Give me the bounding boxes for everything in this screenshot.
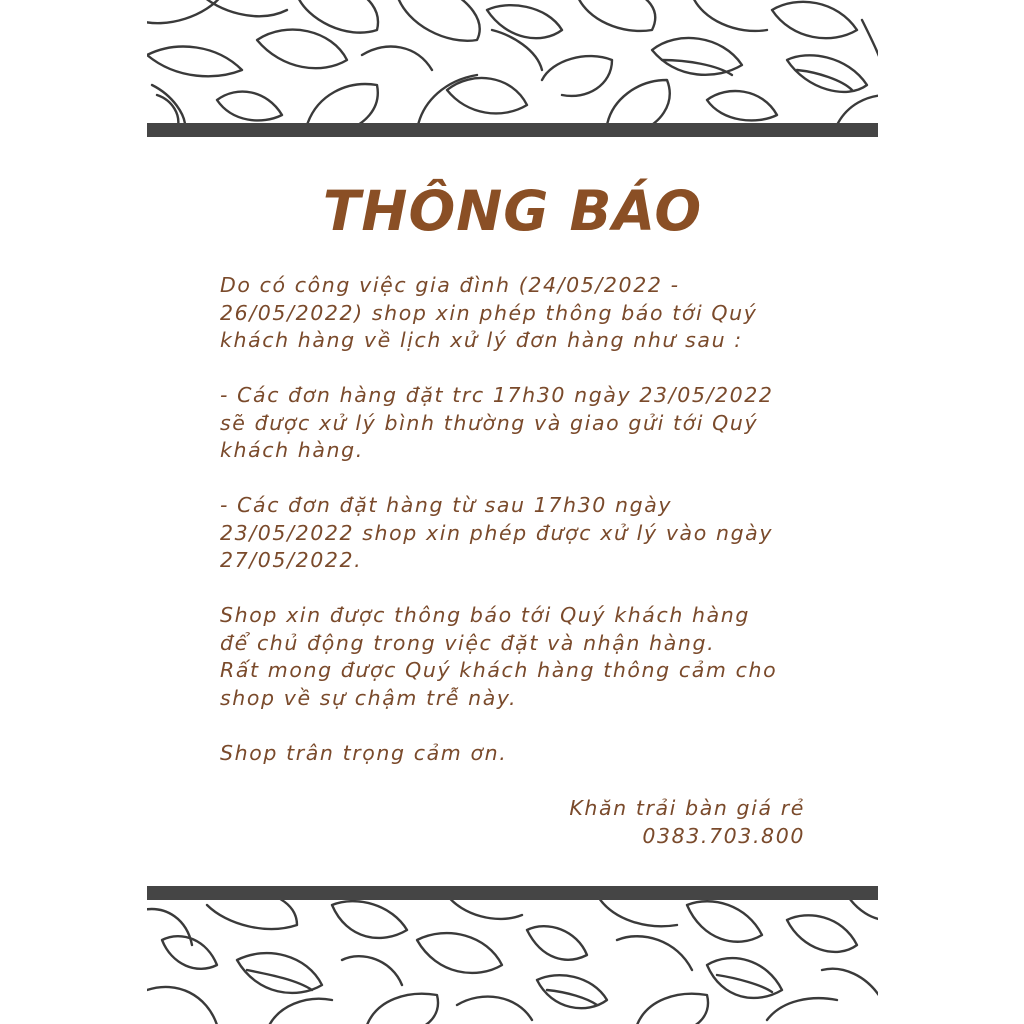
- leaf-pattern-icon: [147, 0, 878, 123]
- text-line: để chủ động trong việc đặt và nhận hàng.: [220, 630, 716, 655]
- text-line: 27/05/2022.: [220, 548, 363, 572]
- text-line: khách hàng.: [220, 438, 364, 462]
- signature: [569, 794, 805, 850]
- bottom-leaf-pattern: [147, 900, 878, 1024]
- text-line: Rất mong được Quý khách hàng thông cảm cho: [220, 658, 778, 682]
- text-line: Shop xin được thông báo tới Quý khách hàng: [220, 603, 751, 627]
- text-line: khách hàng về lịch xử lý đơn hàng như sau :: [220, 328, 743, 352]
- text-line: - Các đơn hàng đặt trc 17h30 ngày 23/05/2022: [220, 383, 774, 407]
- paragraph-intro: [220, 272, 840, 355]
- top-divider-bar: [147, 123, 878, 137]
- paragraph-before-cutoff: [220, 382, 840, 465]
- text-line: Shop trân trọng cảm ơn.: [220, 740, 508, 765]
- bottom-divider-bar: [147, 886, 878, 900]
- text-line: shop về sự chậm trễ này.: [220, 685, 518, 710]
- shop-phone: 0383.703.800: [642, 824, 805, 848]
- leaf-pattern-icon: [147, 900, 878, 1024]
- paragraph-thanks: [220, 740, 840, 768]
- top-leaf-pattern: [147, 0, 878, 123]
- paragraph-after-cutoff: [220, 492, 840, 575]
- shop-name: Khăn trải bàn giá rẻ: [569, 796, 805, 820]
- text-line: 23/05/2022 shop xin phép được xử lý vào ngày: [220, 520, 774, 545]
- paragraph-apology: [220, 602, 840, 712]
- text-line: 26/05/2022) shop xin phép thông báo tới Quý: [220, 300, 758, 325]
- text-line: Do có công việc gia đình (24/05/2022 -: [220, 273, 680, 297]
- notice-page: [147, 0, 878, 1024]
- text-line: - Các đơn đặt hàng từ sau 17h30 ngày: [220, 493, 673, 517]
- notice-body: [220, 272, 840, 795]
- text-line: sẽ được xử lý bình thường và giao gửi tới Quý: [220, 410, 759, 435]
- notice-title: THÔNG BÁO: [322, 179, 703, 243]
